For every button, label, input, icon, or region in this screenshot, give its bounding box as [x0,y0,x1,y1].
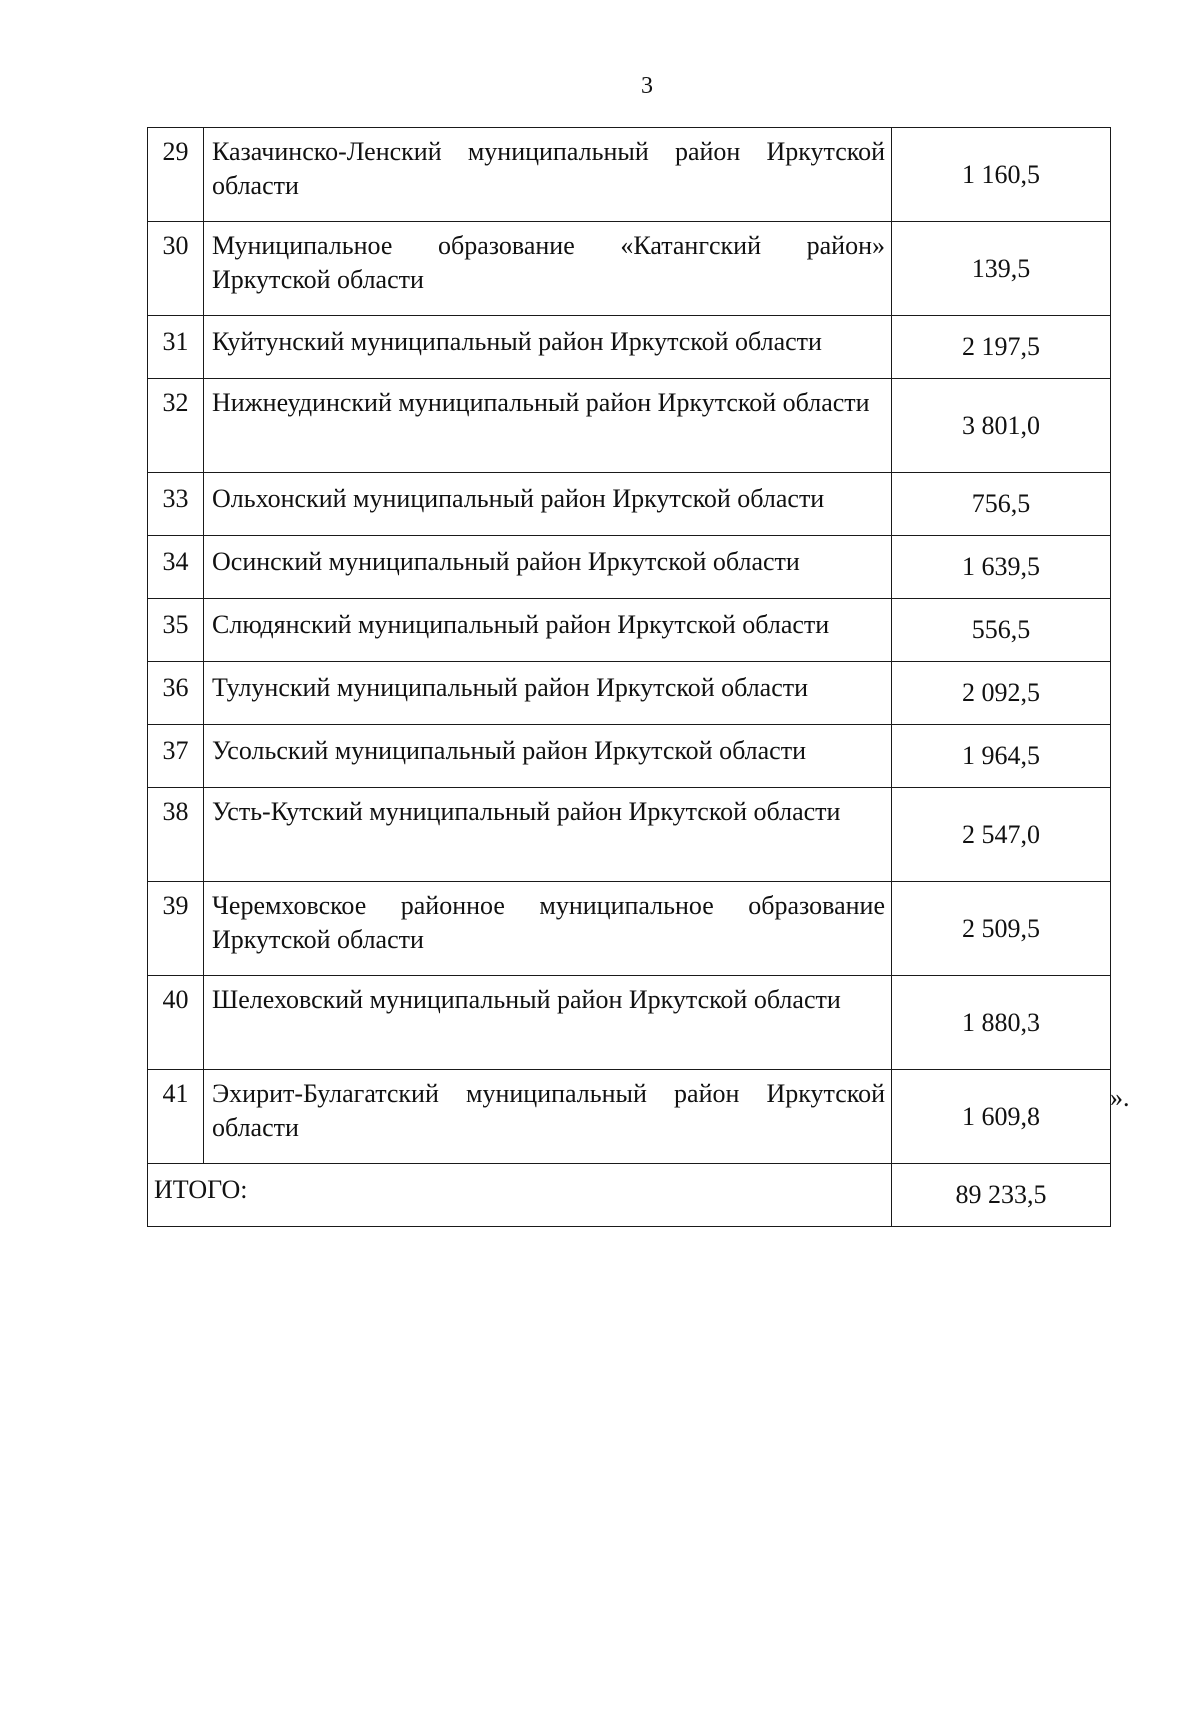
district-name: Муниципальное образование «Катангский район» Иркутской области [204,222,892,316]
district-name: Слюдянский муниципальный район Иркутской области [204,599,892,662]
allocation-table [147,127,1111,1227]
total-label: ИТОГО: [148,1164,892,1227]
district-name: Эхирит-Булагатский муниципальный район Иркутской области [204,1070,892,1164]
amount-value: 1 609,8 [892,1070,1111,1164]
total-row [148,1164,1111,1227]
table-row [148,599,1111,662]
closing-quote: ». [1110,1083,1130,1112]
amount-value: 2 547,0 [892,788,1111,882]
amount-value: 1 880,3 [892,976,1111,1070]
total-value: 89 233,5 [892,1164,1111,1227]
table-row [148,976,1111,1070]
table-row [148,316,1111,379]
row-number: 38 [148,788,204,882]
table-row [148,662,1111,725]
row-number: 32 [148,379,204,473]
amount-value: 2 092,5 [892,662,1111,725]
row-number: 29 [148,128,204,222]
district-name: Шелеховский муниципальный район Иркутской области [204,976,892,1070]
amount-value: 556,5 [892,599,1111,662]
table-row [148,222,1111,316]
amount-value: 1 160,5 [892,128,1111,222]
row-number: 31 [148,316,204,379]
row-number: 34 [148,536,204,599]
amount-value: 139,5 [892,222,1111,316]
amount-value: 3 801,0 [892,379,1111,473]
district-name: Усть-Кутский муниципальный район Иркутской области [204,788,892,882]
table-row [148,725,1111,788]
row-number: 39 [148,882,204,976]
row-number: 35 [148,599,204,662]
row-number: 37 [148,725,204,788]
district-name: Черемховское районное муниципальное образование Иркутской области [204,882,892,976]
amount-value: 2 509,5 [892,882,1111,976]
amount-value: 2 197,5 [892,316,1111,379]
district-name: Ольхонский муниципальный район Иркутской области [204,473,892,536]
table-row [148,128,1111,222]
amount-value: 1 964,5 [892,725,1111,788]
table-row [148,379,1111,473]
row-number: 40 [148,976,204,1070]
district-name: Тулунский муниципальный район Иркутской области [204,662,892,725]
district-name: Нижнеудинский муниципальный район Иркутской области [204,379,892,473]
table-row [148,1070,1111,1164]
table-row [148,882,1111,976]
table-row [148,473,1111,536]
row-number: 30 [148,222,204,316]
district-name: Казачинско-Ленский муниципальный район Иркутской области [204,128,892,222]
table-row [148,788,1111,882]
amount-value: 756,5 [892,473,1111,536]
district-name: Осинский муниципальный район Иркутской области [204,536,892,599]
row-number: 36 [148,662,204,725]
row-number: 33 [148,473,204,536]
district-name: Куйтунский муниципальный район Иркутской области [204,316,892,379]
district-name: Усольский муниципальный район Иркутской области [204,725,892,788]
amount-value: 1 639,5 [892,536,1111,599]
table-row [148,536,1111,599]
row-number: 41 [148,1070,204,1164]
page-number: 3 [641,73,653,99]
